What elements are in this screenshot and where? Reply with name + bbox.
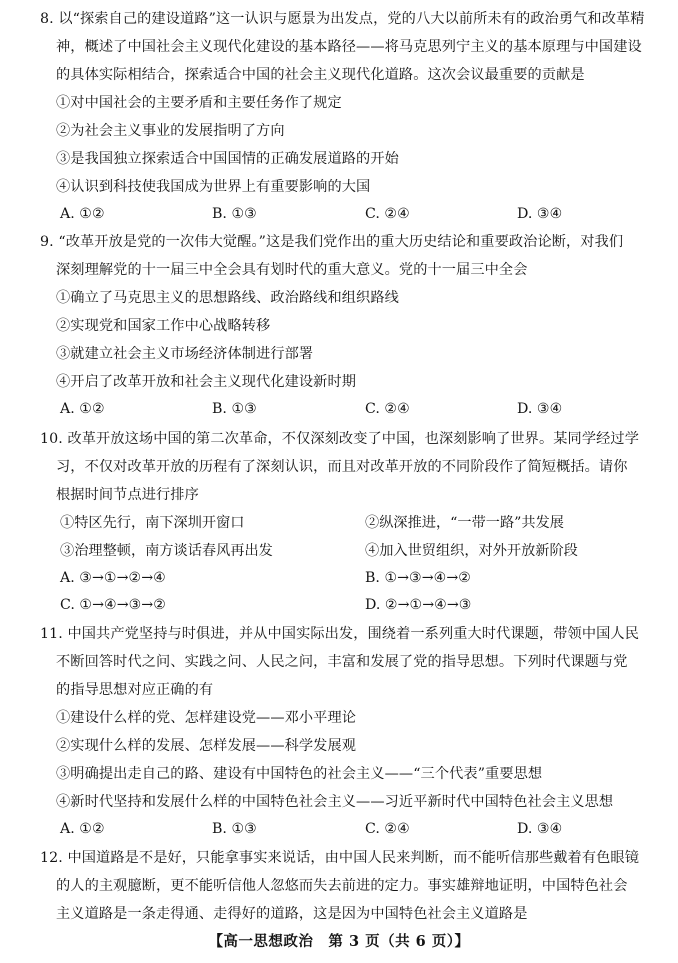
question-stem-line: 不断回答时代之问、实践之问、人民之问，丰富和发展了党的指导思想。下列时代课题与党 [56,654,628,670]
question-stem-line: 的具体实际相结合，探索适合中国的社会主义现代化道路。这次会议最重要的贡献是 [56,67,585,83]
option-c: C. ①→④→③→② [60,597,166,613]
question-stem-line: 11. 中国共产党坚持与时俱进，并从中国实际出发，围绕着一系列重大时代课题，带领中国人民 [40,626,639,642]
option-b: B. ①③ [212,206,257,222]
question-stem-line: 根据时间节点进行排序 [56,487,199,503]
question-stem-line: 10. 改革开放这场中国的第二次革命，不仅深刻改变了中国，也深刻影响了世界。某同学经过学 [40,431,639,447]
option-d: D. ②→①→④→③ [365,597,472,613]
statement-item: ②纵深推进，“一带一路”共发展 [365,515,564,531]
question-stem-line: 12. 中国道路是不是好，只能拿事实来说话，由中国人民来判断，而不能听信那些戴着有色眼镜 [40,850,639,866]
statement-item: ①建设什么样的党、怎样建设党——邓小平理论 [56,710,357,726]
option-d: D. ③④ [517,206,563,222]
option-b: B. ①→③→④→② [365,570,471,586]
question-stem-line: 的指导思想对应正确的有 [56,682,214,698]
question-stem-line: 神，概述了中国社会主义现代化建设的基本路径——将马克思列宁主义的基本原理与中国建设 [56,39,642,55]
question-stem-line: 习，不仅对改革开放的历程有了深刻认识，而且对改革开放的不同阶段作了简短概括。请你 [56,459,628,475]
statement-item: ①对中国社会的主要矛盾和主要任务作了规定 [56,95,342,111]
statement-item: ③治理整顿，南方谈话春风再出发 [60,543,273,559]
statement-item: ④开启了改革开放和社会主义现代化建设新时期 [56,374,357,390]
question-stem-line: 深刻理解党的十一届三中全会具有划时代的重大意义。党的十一届三中全会 [56,262,528,278]
option-c: C. ②④ [365,821,410,837]
option-a: A. ①② [60,206,105,222]
statement-item: ②实现党和国家工作中心战略转移 [56,318,271,334]
question-stem-line: 的人的主观臆断，更不能听信他人忽悠而失去前进的定力。事实雄辩地证明，中国特色社会 [56,878,628,894]
option-c: C. ②④ [365,401,410,417]
page-footer: 【高一思想政治 第 3 页（共 6 页）】 [208,933,470,950]
statement-item: ③明确提出走自己的路、建设有中国特色的社会主义——“三个代表”重要思想 [56,766,543,782]
statement-item: ③就建立社会主义市场经济体制进行部署 [56,346,314,362]
statement-item: ②实现什么样的发展、怎样发展——科学发展观 [56,738,357,754]
option-d: D. ③④ [517,401,563,417]
statement-item: ④新时代坚持和发展什么样的中国特色社会主义——习近平新时代中国特色社会主义思想 [56,794,614,810]
statement-item: ②为社会主义事业的发展指明了方向 [56,123,285,139]
option-d: D. ③④ [517,821,563,837]
statement-item: ①确立了马克思主义的思想路线、政治路线和组织路线 [56,290,399,306]
question-stem-line: 8. 以“探索自己的建设道路”这一认识与愿景为出发点，党的八大以前所未有的政治勇气和改革精 [40,11,645,27]
statement-item: ④加入世贸组织，对外开放新阶段 [365,543,578,559]
option-b: B. ①③ [212,401,257,417]
question-stem-line: 主义道路是一条走得通、走得好的道路，这是因为中国特色社会主义道路是 [56,906,528,922]
statement-item: ④认识到科技使我国成为世界上有重要影响的大国 [56,179,371,195]
option-b: B. ①③ [212,821,257,837]
option-c: C. ②④ [365,206,410,222]
option-a: A. ③→①→②→④ [60,570,166,586]
question-stem-line: 9. “改革开放是党的一次伟大觉醒。”这是我们党作出的重大历史结论和重要政治论断，对我们 [40,234,624,250]
statement-item: ①特区先行，南下深圳开窗口 [60,515,245,531]
option-a: A. ①② [60,821,105,837]
statement-item: ③是我国独立探索适合中国国情的正确发展道路的开始 [56,151,399,167]
option-a: A. ①② [60,401,105,417]
